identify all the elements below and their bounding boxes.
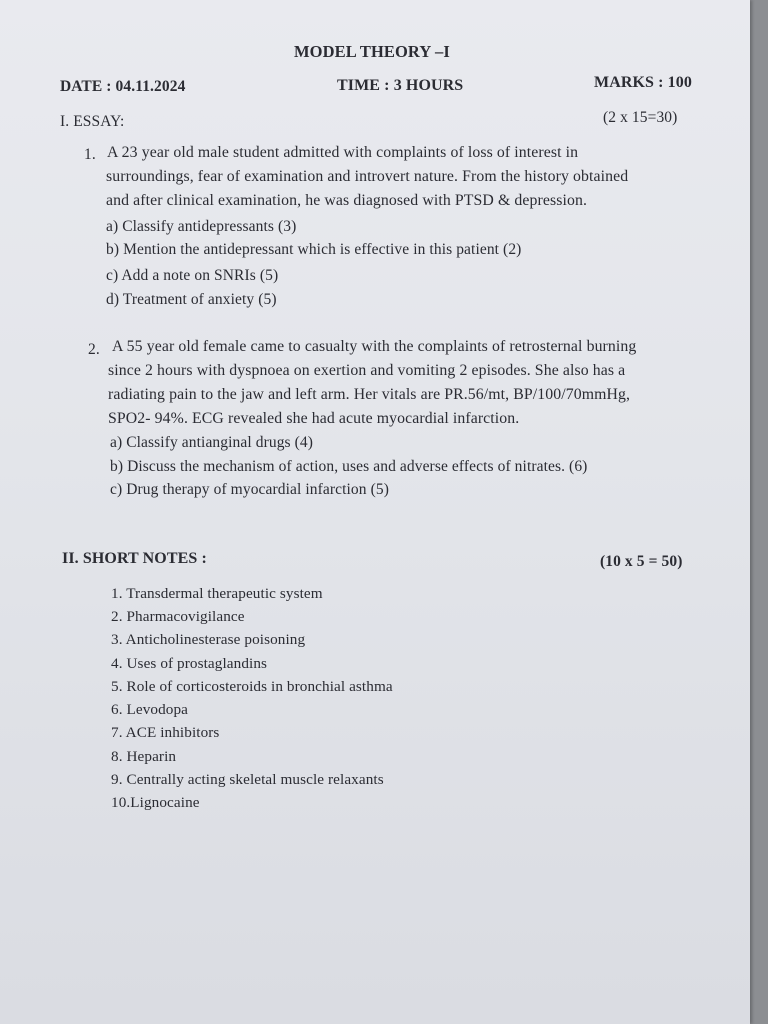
question-part: a) Classify antidepressants (3)	[106, 218, 297, 235]
exam-marks: MARKS : 100	[594, 74, 692, 91]
short-note-item: 9. Centrally acting skeletal muscle relaxants	[111, 771, 384, 788]
exam-date: DATE : 04.11.2024	[60, 78, 186, 95]
short-notes-marks: (10 x 5 = 50)	[600, 553, 683, 570]
short-note-item: 2. Pharmacovigilance	[111, 608, 245, 625]
essay-heading: I. ESSAY:	[60, 113, 125, 130]
exam-time: TIME : 3 HOURS	[337, 77, 464, 94]
short-note-item: 6. Levodopa	[111, 701, 189, 718]
question-text-line: A 23 year old male student admitted with complaints of loss of interest in	[107, 144, 579, 161]
short-note-item: 10.Lignocaine	[111, 794, 200, 811]
short-note-item: 4. Uses of prostaglandins	[111, 655, 268, 672]
question-text-line: radiating pain to the jaw and left arm. Her vitals are PR.56/mt, BP/100/70mmHg,	[108, 386, 631, 403]
short-note-item: 1. Transdermal therapeutic system	[111, 585, 323, 602]
question-text-line: A 55 year old female came to casualty with the complaints of retrosternal burning	[112, 338, 637, 355]
question-text-line: since 2 hours with dyspnoea on exertion and vomiting 2 episodes. She also has a	[108, 362, 626, 379]
question-text-line: SPO2- 94%. ECG revealed she had acute myocardial infarction.	[108, 410, 520, 427]
question-part: b) Mention the antidepressant which is effective in this patient (2)	[106, 241, 522, 258]
short-note-item: 7. ACE inhibitors	[111, 724, 220, 741]
short-note-item: 8. Heparin	[111, 748, 177, 765]
question-part: c) Add a note on SNRIs (5)	[106, 267, 279, 284]
question-part: a) Classify antianginal drugs (4)	[110, 434, 314, 451]
short-notes-heading: II. SHORT NOTES :	[62, 550, 207, 567]
question-number: 1.	[84, 146, 96, 163]
page-title: MODEL THEORY –I	[294, 42, 450, 61]
question-part: d) Treatment of anxiety (5)	[106, 291, 277, 308]
question-text-line: surroundings, fear of examination and introvert nature. From the history obtained	[106, 168, 629, 185]
question-number: 2.	[88, 341, 100, 358]
question-part: c) Drug therapy of myocardial infarction (5)	[110, 481, 389, 498]
question-text-line: and after clinical examination, he was diagnosed with PTSD & depression.	[106, 192, 587, 209]
short-note-item: 5. Role of corticosteroids in bronchial asthma	[111, 678, 393, 695]
question-part: b) Discuss the mechanism of action, uses and adverse effects of nitrates. (6)	[110, 458, 588, 475]
short-note-item: 3. Anticholinesterase poisoning	[111, 631, 306, 648]
essay-marks: (2 x 15=30)	[603, 109, 678, 126]
